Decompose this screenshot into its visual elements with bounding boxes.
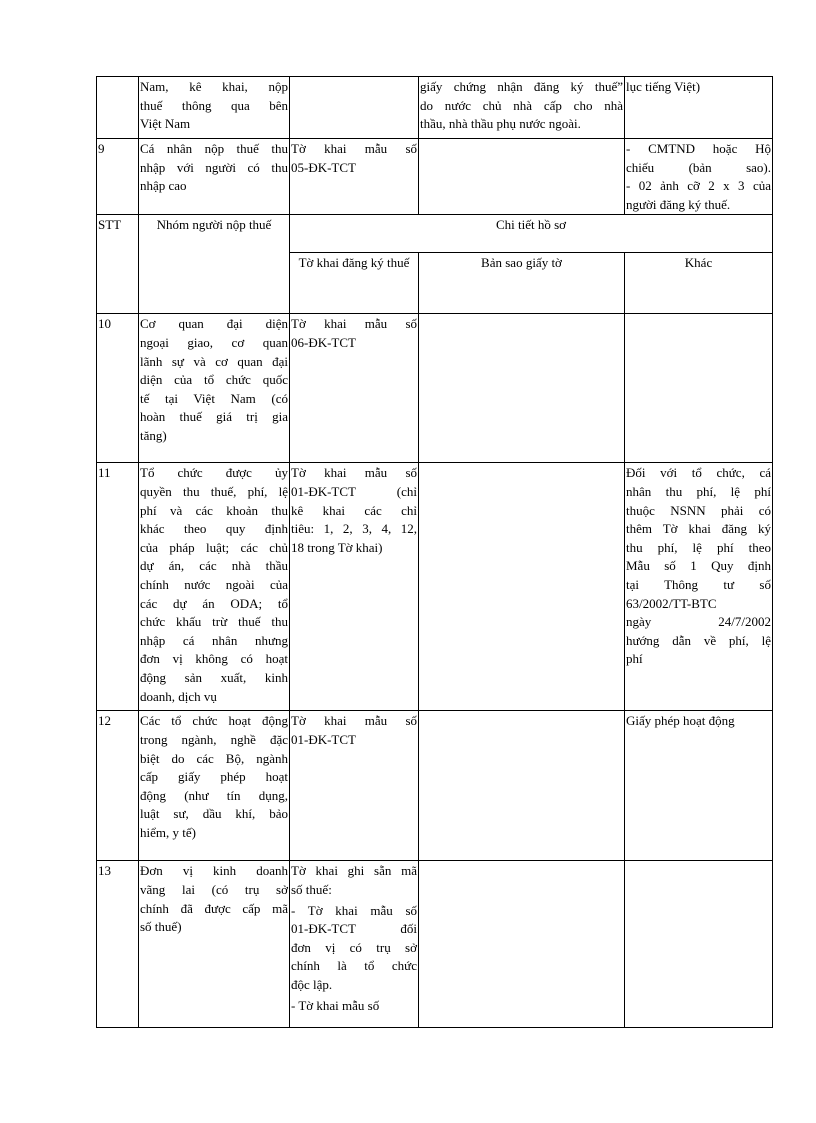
text-line: - Tờ khai mẫu số xyxy=(291,997,380,1013)
stt-cell: 13 xyxy=(97,861,139,1028)
text-line: Tờ khai ghi sẵn mã xyxy=(291,863,417,879)
text-line: 05-ĐK-TCT xyxy=(291,159,356,175)
form-cell xyxy=(290,861,419,1028)
text-line: người đăng ký thuế. xyxy=(626,196,731,212)
table-row xyxy=(97,711,773,861)
text-line: quyền thu thuế, phí, lệ xyxy=(140,483,288,499)
table-row xyxy=(97,139,773,215)
text-line: doanh, dịch vụ xyxy=(140,688,217,704)
text-line: hiểm, y tế) xyxy=(140,824,196,840)
text-line: chính nước ngoài của xyxy=(140,576,288,592)
text-line: 18 trong Tờ khai) xyxy=(291,539,383,555)
text-line: - Tờ khai mẫu số xyxy=(291,902,417,918)
text-line: trong ngành, nghề đặc xyxy=(140,731,288,747)
form-cell xyxy=(290,711,419,861)
text-line: Tổ chức được ủy xyxy=(140,465,288,481)
text-line: lãnh sự và cơ quan đại xyxy=(140,353,288,369)
text-line: động sản xuất, kinh xyxy=(140,669,288,685)
other-cell xyxy=(625,711,773,861)
text-line: biệt do các Bộ, ngành xyxy=(140,750,288,766)
text-line: phí và các khoản thu xyxy=(140,502,288,518)
text-line: các dự án ODA; tổ xyxy=(140,595,288,611)
text-line: giấy chứng nhận đăng ký thuế” xyxy=(420,79,623,94)
text-line: - 02 ảnh cỡ 2 x 3 của xyxy=(626,178,771,194)
form-paragraph xyxy=(291,997,417,1016)
text-line: của pháp luật; các chủ xyxy=(140,539,288,555)
text-line: động (như tín dụng, xyxy=(140,787,288,803)
other-cell xyxy=(625,861,773,1028)
text-line: đơn vị có trụ sở xyxy=(291,939,417,955)
text-line: 01-ĐK-TCT (chỉ xyxy=(291,483,417,499)
form-paragraph xyxy=(291,902,417,995)
text-line: ngoại giao, cơ quan xyxy=(140,334,288,350)
text-line: chính là tổ chức xyxy=(291,958,417,974)
text-line: Việt Nam xyxy=(140,116,191,132)
text-line: Cá nhân nộp thuế thu xyxy=(140,141,288,156)
stt-cell xyxy=(97,77,139,139)
table-row xyxy=(97,314,773,463)
text-line: thêm Tờ khai đăng ký xyxy=(626,521,771,537)
group-cell xyxy=(139,711,290,861)
text-line: 01-ĐK-TCT đối xyxy=(291,921,417,937)
other-cell xyxy=(625,77,773,139)
group-cell xyxy=(139,77,290,139)
copies-cell xyxy=(419,463,625,711)
table-header-row xyxy=(97,215,773,253)
copies-cell xyxy=(419,861,625,1028)
stt-cell: 10 xyxy=(97,314,139,463)
text-line: số thuế) xyxy=(140,919,182,935)
header-form: Tờ khai đăng ký thuế xyxy=(290,253,419,314)
group-cell xyxy=(139,861,290,1028)
stt-cell: 12 xyxy=(97,711,139,861)
text-line: thầu, nhà thầu phụ nước ngoài. xyxy=(420,116,581,132)
text-line: nhân thu phí, lệ phí xyxy=(626,483,771,499)
copies-cell xyxy=(419,314,625,463)
other-cell xyxy=(625,139,773,215)
text-line: 01-ĐK-TCT xyxy=(291,731,356,747)
form-cell xyxy=(290,314,419,463)
table-row xyxy=(97,463,773,711)
copies-cell xyxy=(419,711,625,861)
form-paragraph xyxy=(291,862,417,899)
form-cell xyxy=(290,463,419,711)
group-cell xyxy=(139,139,290,215)
header-group: Nhóm người nộp thuế xyxy=(139,215,290,314)
text-line: tiêu: 1, 2, 3, 4, 12, xyxy=(291,521,417,537)
text-line: thuế thông qua bên xyxy=(140,97,288,113)
text-line: Các tổ chức hoạt động xyxy=(140,713,288,729)
header-copies: Bản sao giấy tờ xyxy=(419,253,625,314)
text-line: diện của tổ chức quốc xyxy=(140,372,288,388)
text-line: ngày 24/7/2002 xyxy=(626,614,771,630)
text-line: Nam, kê khai, nộp xyxy=(140,79,288,94)
text-line: nhập cá nhân nhưng xyxy=(140,632,288,648)
text-line: phí xyxy=(626,651,643,667)
text-line: Tờ khai mẫu số xyxy=(291,141,417,156)
text-line: chức khấu trừ thuế thu xyxy=(140,614,288,630)
header-stt: STT xyxy=(97,215,139,314)
copies-cell xyxy=(419,139,625,215)
text-line: cấp giấy phép hoạt xyxy=(140,769,288,785)
text-line: tăng) xyxy=(140,427,167,443)
copies-cell xyxy=(419,77,625,139)
text-line: độc lập. xyxy=(291,976,333,992)
text-line: Tờ khai mẫu số xyxy=(291,316,417,332)
text-line: Tờ khai mẫu số xyxy=(291,465,417,481)
text-line: Đơn vị kinh doanh xyxy=(140,863,288,879)
group-cell xyxy=(139,463,290,711)
text-line: 63/2002/TT-BTC xyxy=(626,595,717,611)
header-other: Khác xyxy=(625,253,773,314)
text-line: hoàn thuế giá trị gia xyxy=(140,409,288,425)
table-row xyxy=(97,77,773,139)
tax-registration-table xyxy=(96,76,773,1028)
text-line: Đối với tổ chức, cá xyxy=(626,465,771,481)
text-line: tế tại Việt Nam (có xyxy=(140,390,288,406)
form-cell xyxy=(290,139,419,215)
text-line: chính đã được cấp mã xyxy=(140,900,288,916)
text-line: khác theo quy định xyxy=(140,521,288,537)
form-cell xyxy=(290,77,419,139)
text-line: vãng lai (có trụ sở xyxy=(140,881,288,897)
text-line: Tờ khai mẫu số xyxy=(291,713,417,729)
stt-cell: 9 xyxy=(97,139,139,215)
text-line: Mẫu số 1 Quy định xyxy=(626,558,771,574)
stt-cell: 11 xyxy=(97,463,139,711)
header-details: Chi tiết hồ sơ xyxy=(290,215,773,253)
text-line: lục tiếng Việt) xyxy=(626,79,701,94)
text-line: đơn vị không có hoạt xyxy=(140,651,288,667)
text-line: kê khai các chỉ xyxy=(291,502,417,518)
other-cell xyxy=(625,314,773,463)
text-line: số thuế: xyxy=(291,881,332,897)
text-line: 06-ĐK-TCT xyxy=(291,334,356,350)
text-line: nhập với người có thu xyxy=(140,159,288,175)
text-line: tại Thông tư số xyxy=(626,576,771,592)
table-row xyxy=(97,861,773,1028)
text-line: - CMTND hoặc Hộ xyxy=(626,141,771,156)
text-line: Cơ quan đại diện xyxy=(140,316,288,332)
text-line: chiếu (bản sao). xyxy=(626,159,771,175)
text-line: nhập cao xyxy=(140,178,187,194)
text-line: do nước chủ nhà cấp cho nhà xyxy=(420,97,623,113)
text-line: Giấy phép hoạt động xyxy=(626,713,735,729)
group-cell xyxy=(139,314,290,463)
text-line: hướng dẫn về phí, lệ xyxy=(626,632,771,648)
text-line: thu phí, lệ phí theo xyxy=(626,539,771,555)
other-cell xyxy=(625,463,773,711)
text-line: luật sư, dầu khí, bảo xyxy=(140,806,288,822)
text-line: dự án, các nhà thầu xyxy=(140,558,288,574)
text-line: thuộc NSNN phải có xyxy=(626,502,771,518)
